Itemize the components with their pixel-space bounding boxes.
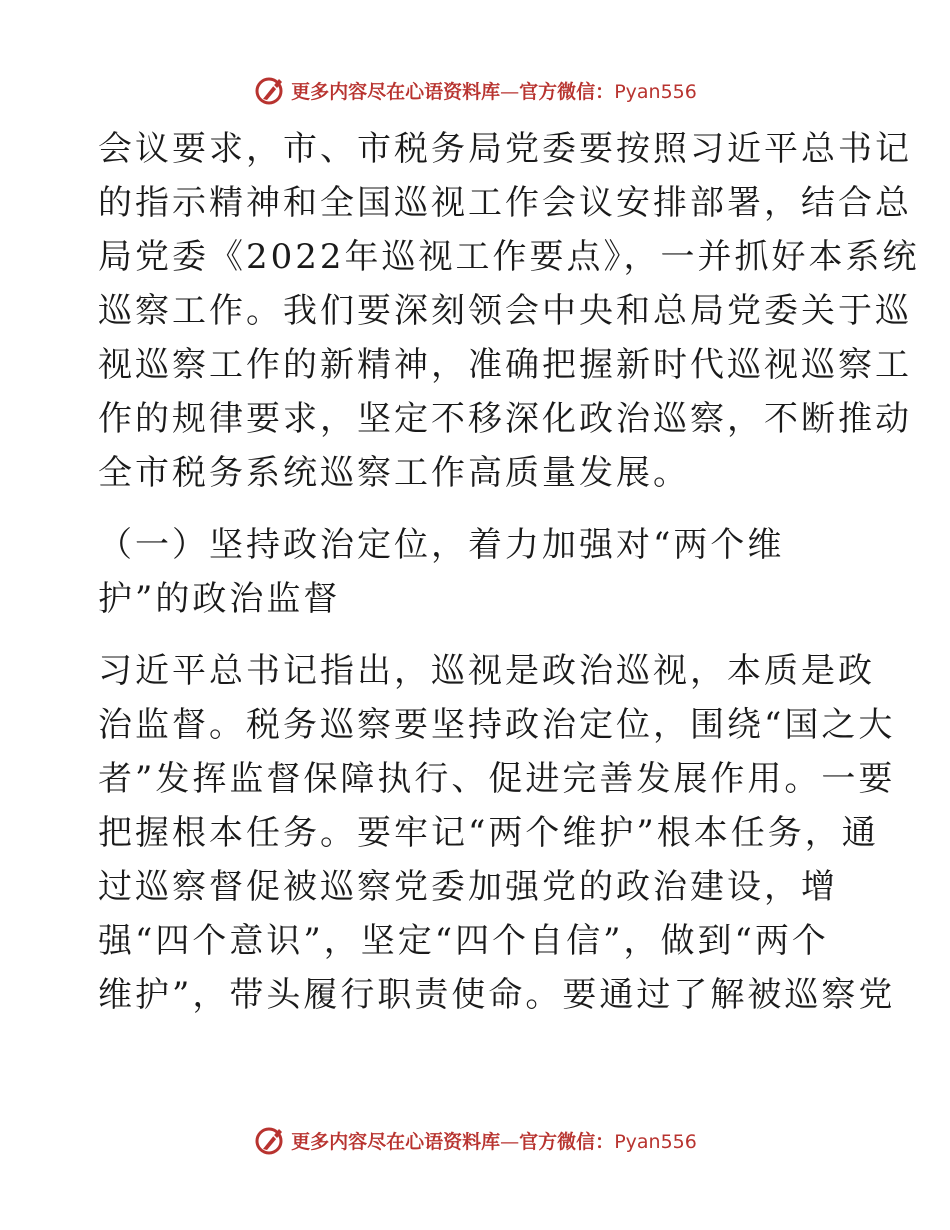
text-line: 治监督。税务巡察要坚持政治定位，围绕“国之大 (98, 705, 896, 745)
paragraph-body (98, 644, 896, 1022)
watermark-separator: — (500, 80, 520, 103)
text-line: 者”发挥监督保障执行、促进完善发展作用。一要 (98, 759, 896, 799)
text-line: 过巡察督促被巡察党委加强党的政治建设，增 (98, 867, 838, 907)
watermark-main: 更多内容尽在心语资料库 (291, 1130, 501, 1153)
watermark-text (291, 1127, 697, 1154)
watermark-account: Pyan556 (614, 80, 697, 103)
paragraph-intro (98, 122, 920, 500)
text-line: 会议要求，市、市税务局党委要按照习近平总书记 (98, 129, 912, 169)
text-line: 全市税务系统巡察工作高质量发展。 (98, 453, 690, 493)
footer-watermark (0, 1120, 950, 1160)
text-line: 的指示精神和全国巡视工作会议安排部署，结合总 (98, 183, 912, 223)
text-line: 把握根本任务。要牢记“两个维护”根本任务，通 (98, 813, 879, 853)
watermark-label: 官方微信： (519, 1130, 615, 1153)
text-line: 巡察工作。我们要深刻领会中央和总局党委关于巡 (98, 291, 912, 331)
heading-line: （一）坚持政治定位，着力加强对“两个维 (98, 525, 785, 565)
watermark-main: 更多内容尽在心语资料库 (291, 80, 501, 103)
watermark-text (291, 77, 697, 104)
watermark-separator: — (500, 1130, 520, 1153)
heading-line: 护”的政治监督 (98, 579, 341, 619)
quill-circle-icon (253, 1123, 287, 1157)
text-line: 维护”，带头履行职责使命。要通过了解被巡察党 (98, 975, 896, 1015)
quill-circle-icon (253, 73, 287, 107)
text-line: 习近平总书记指出，巡视是政治巡视，本质是政 (98, 651, 875, 691)
watermark-account: Pyan556 (614, 1130, 697, 1153)
text-line: 强“四个意识”，坚定“四个自信”，做到“两个 (98, 921, 829, 961)
watermark-label: 官方微信： (519, 80, 615, 103)
section-heading (98, 518, 858, 626)
text-line: 局党委《2022年巡视工作要点》，一并抓好本系统 (98, 237, 920, 277)
text-line: 作的规律要求，坚定不移深化政治巡察，不断推动 (98, 399, 912, 439)
document-body (98, 122, 920, 1022)
text-line: 视巡察工作的新精神，准确把握新时代巡视巡察工 (98, 345, 912, 385)
header-watermark (0, 70, 950, 110)
